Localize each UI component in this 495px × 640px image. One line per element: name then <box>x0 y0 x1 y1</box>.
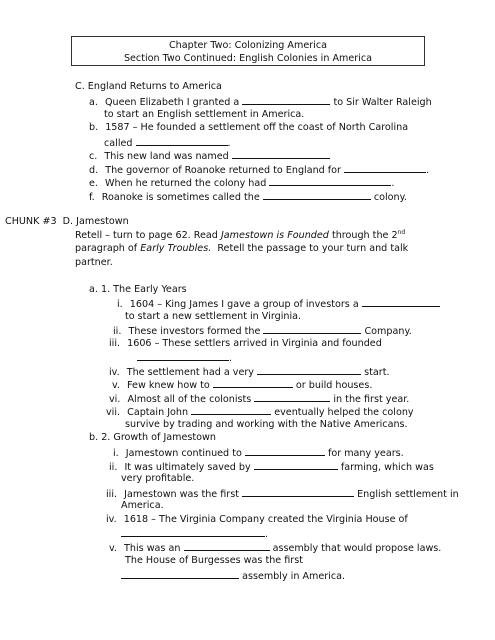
blank <box>121 527 265 537</box>
chapter-title: Chapter Two: Colonizing America <box>168 40 328 51</box>
growth-iii-cont: America. <box>121 500 164 511</box>
blank <box>269 176 391 186</box>
growth-title: b. 2. Growth of Jamestown <box>89 432 216 443</box>
blank <box>254 392 330 402</box>
blank <box>254 460 338 470</box>
item-c-e: e. When he returned the colony had . <box>89 178 395 189</box>
early-years-vii-cont: survive by trading and working with the Native Americans. <box>125 419 408 430</box>
growth-v-cont2: assembly in America. <box>121 569 345 583</box>
item-c-b-cont: called . <box>104 138 231 149</box>
early-years-v: v. Few knew how to or build houses. <box>112 380 373 391</box>
blank <box>136 136 228 146</box>
early-years-title: a. 1. The Early Years <box>89 284 187 295</box>
blank <box>137 351 229 361</box>
early-years-vi: vi. Almost all of the colonists in the first year. <box>109 394 410 405</box>
blank <box>191 405 271 415</box>
early-years-iv: iv. The settlement had a very start. <box>109 367 390 378</box>
section-c-title: C. England Returns to America <box>75 81 222 92</box>
retell-line-2: paragraph of Early Troubles. Retell the passage to your turn and talk <box>75 243 409 254</box>
retell-line-3: partner. <box>75 257 113 268</box>
blank <box>121 569 239 579</box>
growth-v: v. This was an assembly that would propose laws. <box>109 543 442 554</box>
blank <box>263 190 371 200</box>
blank <box>232 149 330 159</box>
early-years-i-cont: to start a new settlement in Virginia. <box>125 311 302 322</box>
growth-ii-cont: very profitable. <box>121 473 195 484</box>
blank <box>245 446 325 456</box>
early-years-iii-cont: . <box>137 351 232 365</box>
section-title: Section Two Continued: English Colonies in America <box>123 53 373 64</box>
early-years-vii: vii. Captain John eventually helped the colony <box>106 407 414 418</box>
blank <box>344 163 426 173</box>
blank <box>263 324 361 334</box>
blank <box>242 487 354 497</box>
growth-iii: iii. Jamestown was the first English settlement in <box>106 489 459 500</box>
item-c-c: c. This new land was named <box>89 149 330 163</box>
early-years-iii: iii. 1606 – These settlers arrived in Virginia and founded <box>109 338 382 349</box>
growth-ii: ii. It was ultimately saved by farming, which was <box>109 462 434 473</box>
growth-i: i. Jamestown continued to for many years. <box>113 448 404 459</box>
item-c-a: a. Queen Elizabeth I granted a to Sir Walter Raleigh <box>89 97 432 108</box>
growth-iv: iv. 1618 – The Virginia Company created the Virginia House of <box>106 514 408 525</box>
blank <box>213 378 293 388</box>
header-box <box>71 36 425 66</box>
item-c-d: d. The governor of Roanoke returned to England for . <box>89 165 430 176</box>
blank <box>362 297 440 307</box>
growth-v-cont1: The House of Burgesses was the first <box>125 555 303 566</box>
early-years-ii: ii. These investors formed the Company. <box>113 326 412 337</box>
early-years-i: i. 1604 – King James I gave a group of investors a <box>117 297 440 311</box>
item-c-b: b. 1587 – He founded a settlement off the coast of North Carolina <box>89 122 409 133</box>
chunk-heading: CHUNK #3 D. Jamestown <box>5 216 129 227</box>
retell-line-1: Retell – turn to page 62. Read Jamestown is Founded through the 2nd <box>75 228 406 241</box>
item-c-a-cont: to start an English settlement in America. <box>104 109 305 120</box>
blank <box>184 541 270 551</box>
item-c-f: f. Roanoke is sometimes called the colony. <box>89 192 407 203</box>
growth-iv-cont: . <box>121 527 268 541</box>
blank <box>242 95 330 105</box>
blank <box>257 365 361 375</box>
